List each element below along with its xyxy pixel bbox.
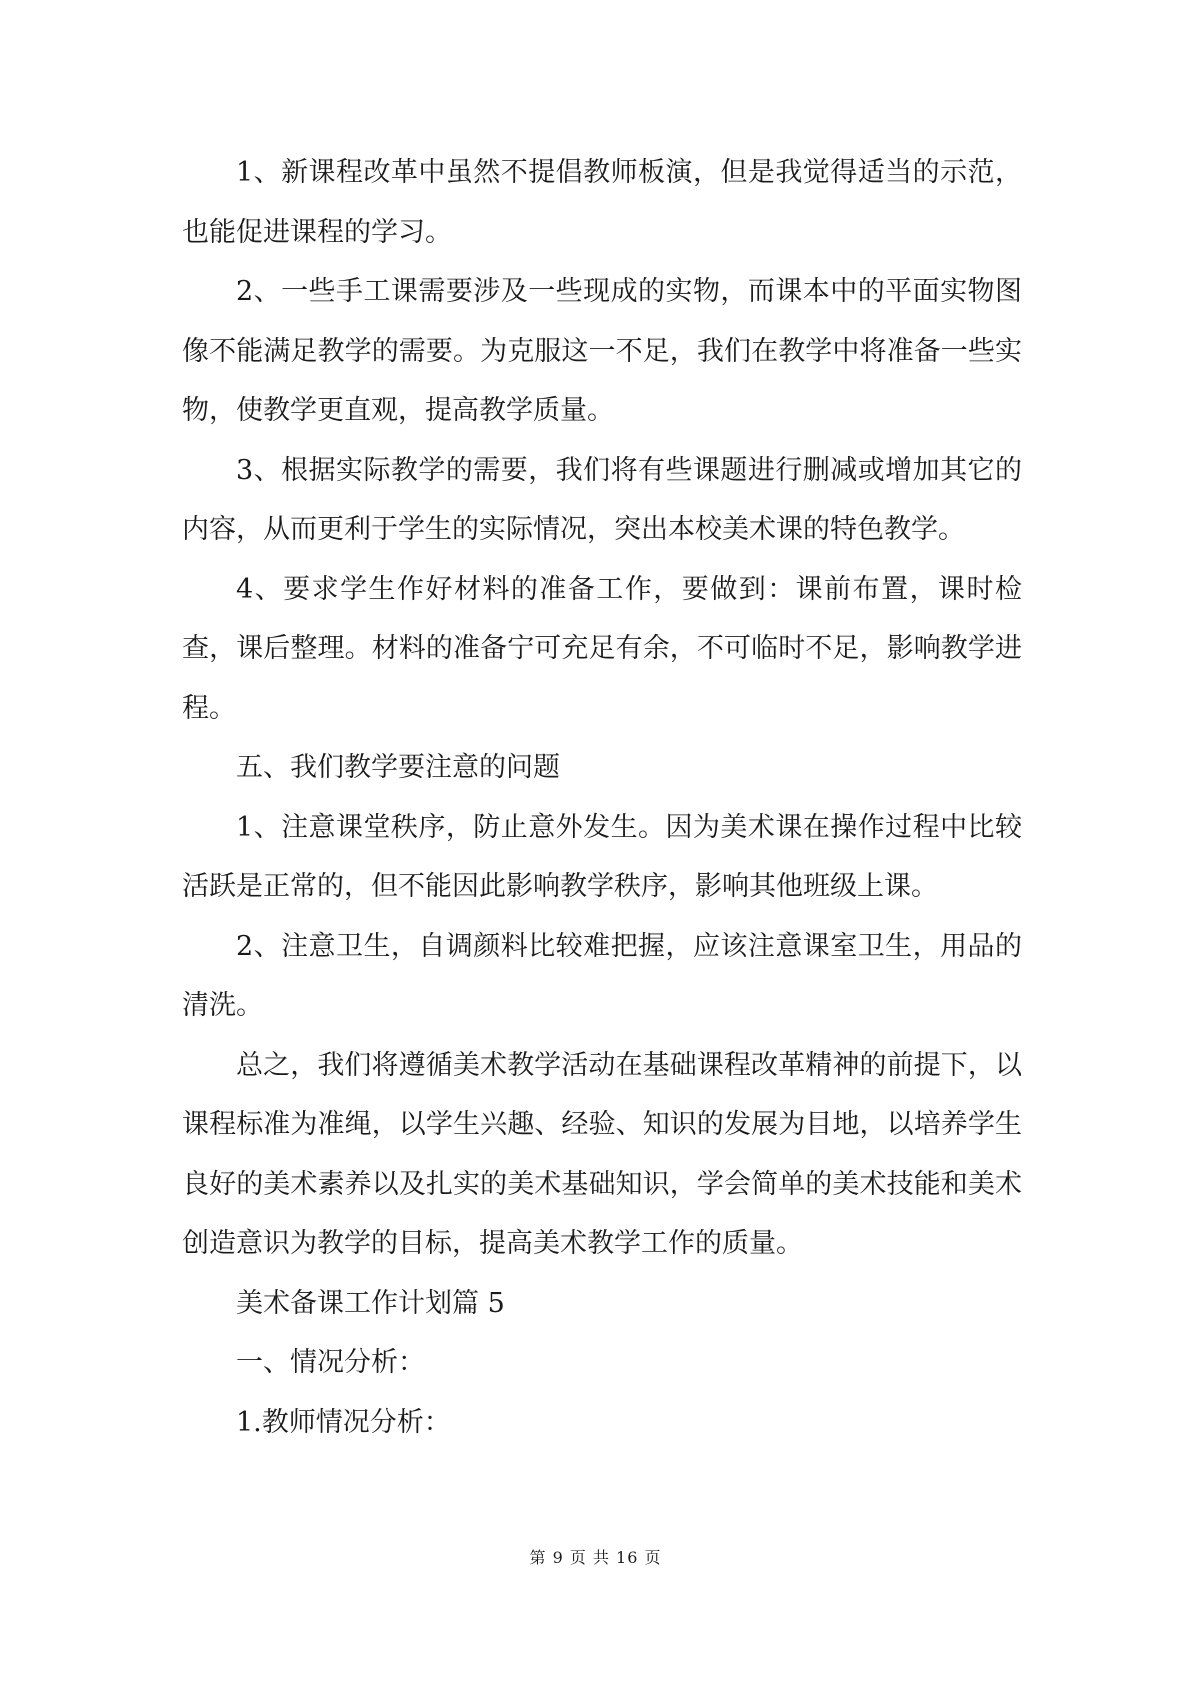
- paragraph-summary: 总之，我们将遵循美术教学活动在基础课程改革精神的前提下，以课程标准为准绳，以学生兴趣、经验、知识的发展为目地，以培养学生良好的美术素养以及扎实的美术基础知识，学会简单的美术技能和美术创造意识为教学的目标，提高美术教学工作的质量。: [182, 1049, 1022, 1259]
- page-footer: 第 9 页 共 16 页: [529, 1548, 662, 1567]
- plan-title: 美术备课工作计划篇 5: [236, 1287, 505, 1319]
- paragraph-real-objects: 2、一些手工课需要涉及一些现成的实物，而课本中的平面实物图像不能满足教学的需要。为克服这一不足，我们在教学中将准备一些实物，使教学更直观，提高教学质量。: [182, 276, 1022, 426]
- subsection-heading-teacher: 1.教师情况分析：: [236, 1406, 451, 1438]
- document-body: [182, 143, 1022, 1452]
- paragraph-classroom-order: 1、注意课堂秩序，防止意外发生。因为美术课在操作过程中比较活跃是正常的，但不能因此影响教学秩序，影响其他班级上课。: [182, 811, 1022, 902]
- paragraph-materials: 4、要求学生作好材料的准备工作，要做到：课前布置，课时检查，课后整理。材料的准备宁可充足有余，不可临时不足，影响教学进程。: [182, 573, 1022, 724]
- section-heading-issues: 五、我们教学要注意的问题: [236, 752, 560, 783]
- paragraph-topic-adjustment: 3、根据实际教学的需要，我们将有些课题进行删减或增加其它的内容，从而更利于学生的实际情况，突出本校美术课的特色教学。: [182, 454, 1022, 545]
- paragraph-demonstration: 1、新课程改革中虽然不提倡教师板演，但是我觉得适当的示范，也能促进课程的学习。: [182, 157, 1022, 248]
- paragraph-hygiene: 2、注意卫生，自调颜料比较难把握，应该注意课室卫生，用品的清洗。: [182, 930, 1022, 1021]
- section-heading-analysis: 一、情况分析：: [236, 1347, 425, 1378]
